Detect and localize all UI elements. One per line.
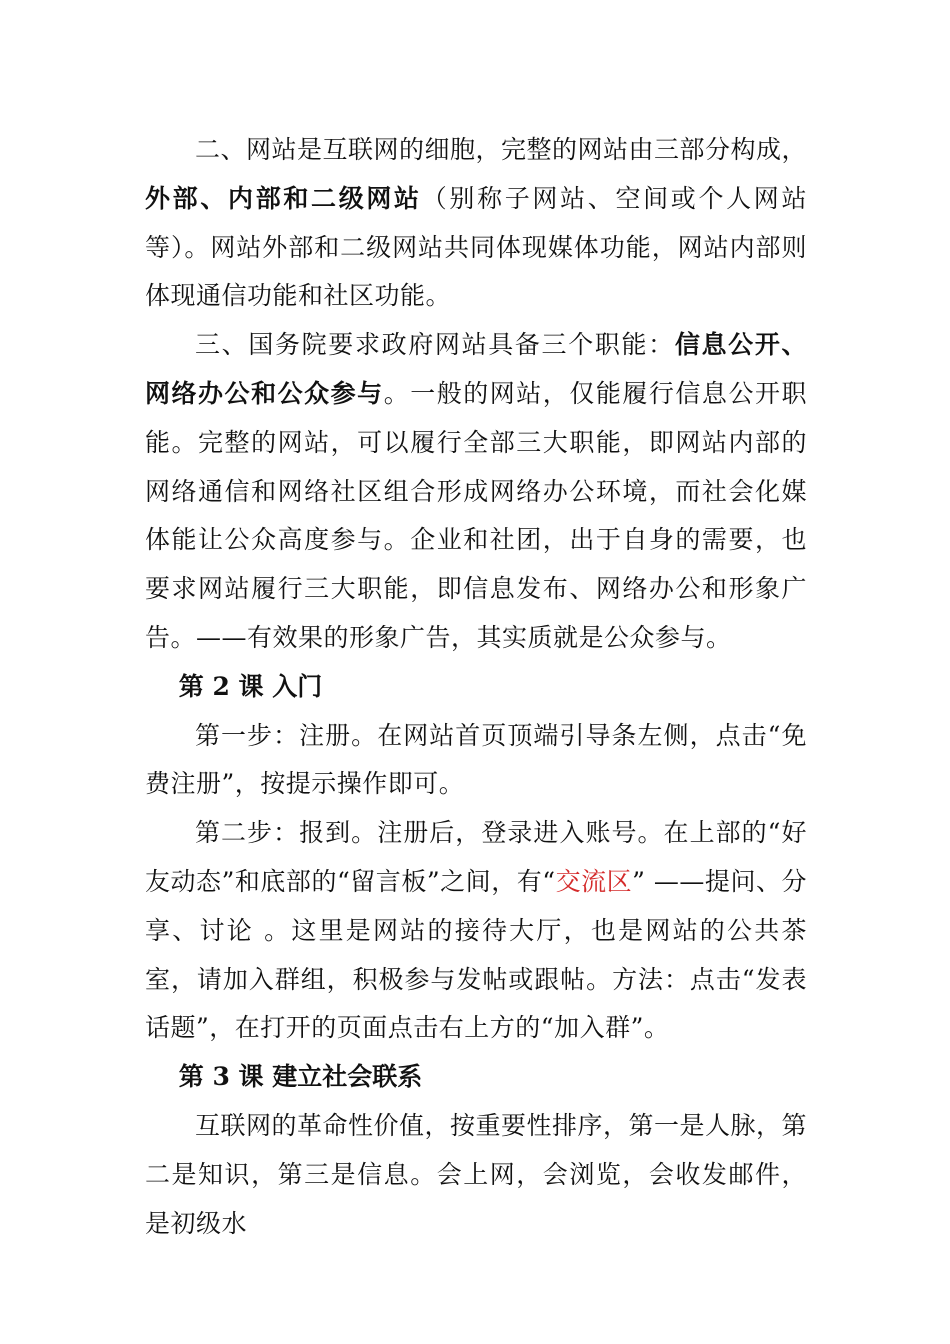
document-body <box>145 126 807 1248</box>
lesson-3-heading: 第 3 课 建立社会联系 <box>178 1062 423 1092</box>
paragraph-social-connection: 互联网的革命性价值，按重要性排序，第一是人脉，第二是知识，第三是信息。会上网，会浏览，会收发邮件，是初级水 <box>145 1110 808 1238</box>
text-run: 第二步：报到。注册后，登录进入账号。在上部的“好友动态”和底部的“留言板”之间，有“ <box>145 818 807 896</box>
bold-text: 信息公开、网络办公和公众参与 <box>145 330 807 408</box>
text-run: （别称子网站、空间或个人网站等）。网站外部和二级网站共同体现媒体功能，网站内部则体现通信功能和社区功能。 <box>145 183 807 311</box>
bold-text: 外部、内部和二级网站 <box>145 183 422 213</box>
paragraph-government-website <box>145 321 807 663</box>
paragraph-step-report <box>145 809 807 1053</box>
exchange-area-link[interactable]: 交流区 <box>555 866 633 896</box>
lesson-2-heading: 第 2 课 入门 <box>178 671 323 701</box>
paragraph-website-structure <box>145 126 807 321</box>
text-run: ” ——提问、分享、讨论 。这里是网站的接待大厅，也是网站的公共茶室，请加入群组，积极参与发帖或跟帖。方法：点击“发表话题”，在打开的页面点击右上方的“加入群”。 <box>145 866 808 1043</box>
paragraph-step-register: 第一步：注册。在网站首页顶端引导条左侧，点击“免费注册”，按提示操作即可。 <box>145 720 807 799</box>
text-run: 。一般的网站，仅能履行信息公开职能。完整的网站，可以履行全部三大职能，即网站内部的网络通信和网络社区组合形成网络办公环境，而社会化媒体能让公众高度参与。企业和社团，出于自身的需要，也要求网站履行三大职能，即信息发布、网络办公和形象广告。——有效果的形象广告，其实质就是公众参与。 <box>145 378 807 652</box>
text-run: 三、国务院要求政府网站具备三个职能： <box>195 330 675 360</box>
text-run: 二、网站是互联网的细胞，完整的网站由三部分构成， <box>195 135 808 164</box>
